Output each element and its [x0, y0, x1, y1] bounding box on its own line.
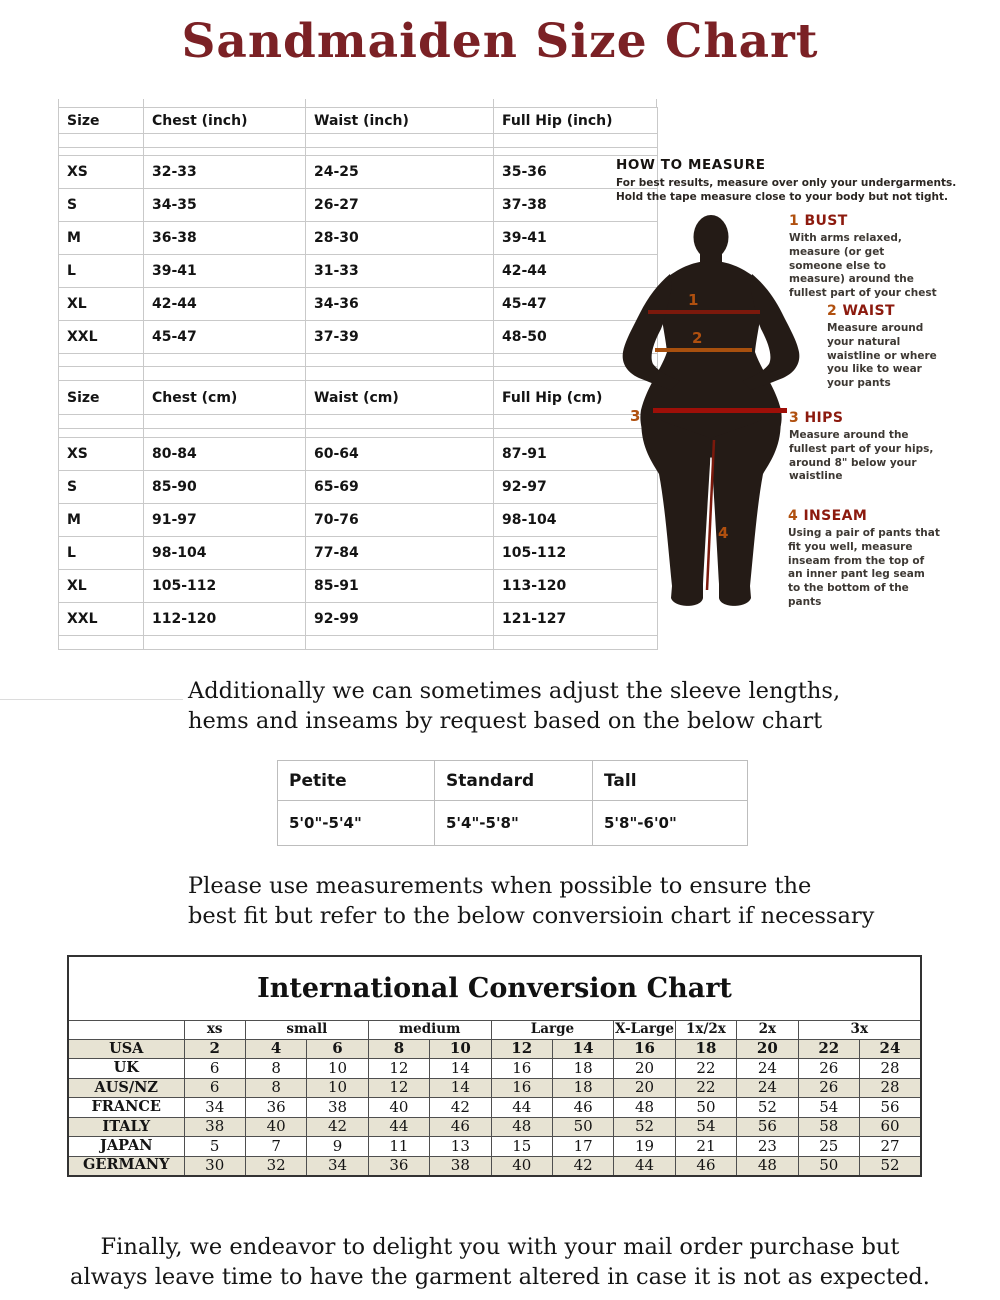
size-table-cell: 34-35 — [144, 189, 306, 222]
size-table-spacer-cell — [306, 354, 494, 367]
gridline-stub — [143, 99, 144, 107]
height-value-petite: 5'0"-5'4" — [278, 801, 435, 846]
conversion-country-cell: FRANCE — [68, 1098, 184, 1118]
conversion-size-cell: 20 — [614, 1059, 675, 1079]
conversion-size-cell: 34 — [184, 1098, 245, 1118]
height-header-tall: Tall — [593, 761, 748, 801]
conversion-size-cell: 10 — [430, 1039, 491, 1059]
conversion-group-header: 3x — [798, 1020, 921, 1039]
size-table-spacer-cell — [144, 636, 306, 650]
conversion-row — [68, 1078, 921, 1098]
size-table-spacer-cell — [306, 429, 494, 438]
size-table-spacer-row — [59, 636, 658, 650]
gridline-stub — [493, 99, 494, 107]
size-table-spacer-cell — [59, 636, 144, 650]
conversion-size-cell: 38 — [307, 1098, 368, 1118]
measure-figure — [608, 200, 812, 620]
size-table-spacer-row — [59, 429, 658, 438]
size-table-cell: 35-36 — [494, 156, 658, 189]
size-table-cell: 39-41 — [494, 222, 658, 255]
size-table-cell: 42-44 — [144, 288, 306, 321]
size-table-cell: 91-97 — [144, 504, 306, 537]
conversion-row — [68, 1059, 921, 1079]
measure-step-bust — [789, 213, 951, 301]
size-table-cell: 87-91 — [494, 438, 658, 471]
conversion-size-cell: 9 — [307, 1137, 368, 1157]
size-table-cell: 105-112 — [144, 570, 306, 603]
size-table-header-cell: Size — [59, 381, 144, 415]
conversion-size-cell: 60 — [859, 1117, 921, 1137]
conversion-size-cell: 20 — [614, 1078, 675, 1098]
conversion-size-cell: 18 — [675, 1039, 736, 1059]
size-table-spacer-cell — [59, 148, 144, 156]
size-table-cell: 28-30 — [306, 222, 494, 255]
conversion-size-cell: 40 — [245, 1117, 306, 1137]
conversion-size-cell: 52 — [614, 1117, 675, 1137]
conversion-size-cell: 50 — [552, 1117, 613, 1137]
step-number: 2 — [827, 303, 838, 319]
conversion-row — [68, 1039, 921, 1059]
conversion-row — [68, 1137, 921, 1157]
measurement-note: Please use measurements when possible to ensure the best fit but refer to the below conversioin chart if necessary — [188, 873, 875, 929]
size-table-spacer-cell — [59, 429, 144, 438]
closing-note: Finally, we endeavor to delight you with your mail order purchase but always leave time to have the garment altered in case it is not as expected. — [70, 1234, 930, 1290]
size-table-cell: M — [59, 504, 144, 537]
conversion-size-cell: 5 — [184, 1137, 245, 1157]
size-table-spacer-cell — [59, 367, 144, 381]
conversion-size-cell: 16 — [491, 1078, 552, 1098]
height-header-standard: Standard — [435, 761, 593, 801]
conversion-country-cell: GERMANY — [68, 1156, 184, 1176]
size-table-spacer-cell — [144, 367, 306, 381]
size-table-header-cell: Waist (inch) — [306, 108, 494, 134]
height-table-value-row — [278, 801, 748, 846]
conversion-size-cell: 16 — [491, 1059, 552, 1079]
size-table-cell: 48-50 — [494, 321, 658, 354]
size-table-header-cell: Full Hip (cm) — [494, 381, 658, 415]
size-table-spacer-cell — [306, 134, 494, 148]
step-number: 3 — [789, 410, 800, 426]
size-table-cell: 24-25 — [306, 156, 494, 189]
conversion-size-cell: 40 — [491, 1156, 552, 1176]
size-table-spacer-cell — [494, 636, 658, 650]
conversion-size-cell: 54 — [798, 1098, 859, 1118]
conversion-group-header: Large — [491, 1020, 614, 1039]
size-table-row — [59, 255, 658, 288]
conversion-size-cell: 38 — [184, 1117, 245, 1137]
conversion-size-cell: 14 — [430, 1059, 491, 1079]
how-to-measure-intro: For best results, measure over only your undergarments. Hold the tape measure close to your body but not tight. — [616, 177, 957, 203]
height-value-tall: 5'8"-6'0" — [593, 801, 748, 846]
size-table-cell: XXL — [59, 603, 144, 636]
step-number: 1 — [789, 213, 800, 229]
conversion-size-cell: 38 — [430, 1156, 491, 1176]
conversion-size-cell: 22 — [675, 1059, 736, 1079]
conversion-size-cell: 26 — [798, 1059, 859, 1079]
size-table-cell: 34-36 — [306, 288, 494, 321]
conversion-group-header: 1x/2x — [675, 1020, 736, 1039]
size-table-row — [59, 222, 658, 255]
size-table-cell: 77-84 — [306, 537, 494, 570]
conversion-size-cell: 28 — [859, 1078, 921, 1098]
conversion-size-cell: 48 — [737, 1156, 798, 1176]
waist-measure-line — [655, 348, 752, 352]
size-table-spacer-cell — [306, 636, 494, 650]
conversion-group-header — [68, 1020, 184, 1039]
conversion-size-cell: 50 — [675, 1098, 736, 1118]
size-table — [58, 107, 658, 650]
size-table-cell: 60-64 — [306, 438, 494, 471]
conversion-size-cell: 52 — [737, 1098, 798, 1118]
measure-step-waist — [827, 303, 972, 391]
step-number: 4 — [788, 508, 799, 524]
conversion-row — [68, 1156, 921, 1176]
size-table-cell: S — [59, 189, 144, 222]
conversion-size-cell: 42 — [552, 1156, 613, 1176]
size-table-cell: 112-120 — [144, 603, 306, 636]
step-name: WAIST — [842, 303, 895, 319]
size-table-header-cell: Full Hip (inch) — [494, 108, 658, 134]
conversion-size-cell: 12 — [368, 1059, 429, 1079]
size-table-cell: 80-84 — [144, 438, 306, 471]
figure-label-waist: 2 — [692, 329, 703, 347]
size-table-cell: 45-47 — [494, 288, 658, 321]
size-table-cell: 26-27 — [306, 189, 494, 222]
figure-label-hips: 3 — [630, 407, 641, 425]
conversion-size-cell: 40 — [368, 1098, 429, 1118]
height-header-petite: Petite — [278, 761, 435, 801]
conversion-size-cell: 6 — [184, 1059, 245, 1079]
size-table-spacer-cell — [494, 134, 658, 148]
size-table-row — [59, 603, 658, 636]
size-table-spacer-cell — [306, 415, 494, 429]
conversion-size-cell: 30 — [184, 1156, 245, 1176]
size-table-spacer-cell — [144, 148, 306, 156]
gridline-stub — [305, 99, 306, 107]
conversion-country-cell: ITALY — [68, 1117, 184, 1137]
conversion-size-cell: 56 — [737, 1117, 798, 1137]
size-table-cell: XXL — [59, 321, 144, 354]
measure-step-hips — [789, 410, 969, 484]
size-table-cell: S — [59, 471, 144, 504]
conversion-size-cell: 44 — [491, 1098, 552, 1118]
conversion-size-cell: 58 — [798, 1117, 859, 1137]
conversion-row — [68, 1098, 921, 1118]
conversion-size-cell: 19 — [614, 1137, 675, 1157]
conversion-size-cell: 18 — [552, 1078, 613, 1098]
conversion-size-cell: 54 — [675, 1117, 736, 1137]
conversion-size-cell: 48 — [491, 1117, 552, 1137]
size-table-cell: 36-38 — [144, 222, 306, 255]
size-table-row — [59, 570, 658, 603]
size-table-header-row — [59, 108, 658, 134]
bust-measure-line — [648, 310, 760, 314]
conversion-country-cell: JAPAN — [68, 1137, 184, 1157]
size-table-cell: L — [59, 255, 144, 288]
size-table-spacer-cell — [144, 134, 306, 148]
conversion-size-cell: 10 — [307, 1059, 368, 1079]
figure-label-inseam: 4 — [718, 524, 729, 542]
height-value-standard: 5'4"-5'8" — [435, 801, 593, 846]
how-to-measure-heading: HOW TO MEASURE — [616, 157, 766, 173]
size-table-cell: 31-33 — [306, 255, 494, 288]
conversion-group-header: X-Large — [614, 1020, 675, 1039]
step-text: Using a pair of pants that fit you well, measure inseam from the top of an inner pant leg seam to the bottom of the pants — [788, 527, 940, 608]
conversion-table — [67, 955, 922, 1177]
conversion-country-cell: UK — [68, 1059, 184, 1079]
conversion-size-cell: 44 — [368, 1117, 429, 1137]
gridline-stub — [656, 99, 657, 107]
size-table-row — [59, 189, 658, 222]
gridline-stub — [58, 99, 59, 107]
step-text: Measure around your natural waistline or where you like to wear your pants — [827, 322, 937, 390]
conversion-group-header: 2x — [737, 1020, 798, 1039]
step-heading — [789, 410, 969, 426]
size-table-row — [59, 288, 658, 321]
conversion-title-row — [68, 956, 921, 1020]
conversion-size-cell: 42 — [307, 1117, 368, 1137]
size-table-cell: 113-120 — [494, 570, 658, 603]
conversion-size-cell: 36 — [245, 1098, 306, 1118]
size-table-row — [59, 321, 658, 354]
size-table-spacer-cell — [306, 367, 494, 381]
size-table-cell: L — [59, 537, 144, 570]
conversion-group-header: small — [245, 1020, 368, 1039]
size-table-spacer-cell — [144, 354, 306, 367]
measure-step-inseam — [788, 508, 968, 610]
conversion-size-cell: 36 — [368, 1156, 429, 1176]
step-text: Measure around the fullest part of your hips, around 8" below your waistline — [789, 429, 934, 483]
conversion-size-cell: 23 — [737, 1137, 798, 1157]
step-heading — [789, 213, 951, 229]
size-table-cell: 98-104 — [494, 504, 658, 537]
conversion-title: International Conversion Chart — [68, 956, 921, 1020]
conversion-size-cell: 8 — [245, 1059, 306, 1079]
conversion-size-cell: 4 — [245, 1039, 306, 1059]
size-table-spacer-cell — [59, 134, 144, 148]
conversion-size-cell: 48 — [614, 1098, 675, 1118]
conversion-size-cell: 22 — [798, 1039, 859, 1059]
step-name: HIPS — [804, 410, 844, 426]
conversion-size-cell: 18 — [552, 1059, 613, 1079]
size-table-spacer-cell — [59, 415, 144, 429]
size-table-cell: 121-127 — [494, 603, 658, 636]
size-table-spacer-cell — [59, 354, 144, 367]
size-table-cell: 92-97 — [494, 471, 658, 504]
size-table-header-cell: Chest (cm) — [144, 381, 306, 415]
page-title: Sandmaiden Size Chart — [181, 14, 819, 69]
conversion-size-cell: 25 — [798, 1137, 859, 1157]
conversion-size-cell: 22 — [675, 1078, 736, 1098]
size-table-cell: 92-99 — [306, 603, 494, 636]
size-table-cell: 85-91 — [306, 570, 494, 603]
size-table-spacer-cell — [494, 148, 658, 156]
height-table — [277, 760, 748, 846]
gridline-fragment — [0, 699, 183, 700]
conversion-size-cell: 12 — [368, 1078, 429, 1098]
size-table-header-cell: Chest (inch) — [144, 108, 306, 134]
size-table-spacer-cell — [306, 148, 494, 156]
conversion-size-cell: 46 — [552, 1098, 613, 1118]
size-table-cell: 85-90 — [144, 471, 306, 504]
conversion-country-cell: USA — [68, 1039, 184, 1059]
conversion-size-cell: 10 — [307, 1078, 368, 1098]
size-table-cell: XL — [59, 288, 144, 321]
conversion-size-cell: 24 — [737, 1059, 798, 1079]
size-table-spacer-cell — [144, 415, 306, 429]
conversion-size-cell: 21 — [675, 1137, 736, 1157]
size-table-cell: XS — [59, 438, 144, 471]
conversion-size-cell: 13 — [430, 1137, 491, 1157]
size-table-cell: 37-39 — [306, 321, 494, 354]
size-table-spacer-row — [59, 415, 658, 429]
conversion-size-cell: 28 — [859, 1059, 921, 1079]
figure-label-bust: 1 — [688, 291, 699, 309]
size-table-cell: 105-112 — [494, 537, 658, 570]
conversion-size-cell: 26 — [798, 1078, 859, 1098]
conversion-size-cell: 27 — [859, 1137, 921, 1157]
size-table-header-cell: Waist (cm) — [306, 381, 494, 415]
size-table-cell: 45-47 — [144, 321, 306, 354]
step-name: BUST — [804, 213, 848, 229]
conversion-group-header: medium — [368, 1020, 491, 1039]
size-table-cell: 98-104 — [144, 537, 306, 570]
size-table-cell: 65-69 — [306, 471, 494, 504]
conversion-row — [68, 1117, 921, 1137]
conversion-size-cell: 32 — [245, 1156, 306, 1176]
conversion-size-cell: 56 — [859, 1098, 921, 1118]
conversion-size-cell: 14 — [552, 1039, 613, 1059]
size-table-cell: XL — [59, 570, 144, 603]
adjust-note: Additionally we can sometimes adjust the sleeve lengths, hems and inseams by request based on the below chart — [188, 678, 841, 734]
size-table-row — [59, 156, 658, 189]
size-table-row — [59, 504, 658, 537]
size-table-cell: XS — [59, 156, 144, 189]
conversion-size-cell: 24 — [859, 1039, 921, 1059]
size-table-spacer-row — [59, 148, 658, 156]
conversion-size-cell: 12 — [491, 1039, 552, 1059]
conversion-size-cell: 8 — [368, 1039, 429, 1059]
hip-measure-line — [653, 408, 787, 413]
size-table-header-row — [59, 381, 658, 415]
size-table-row — [59, 537, 658, 570]
conversion-size-cell: 42 — [430, 1098, 491, 1118]
conversion-size-cell: 11 — [368, 1137, 429, 1157]
size-table-spacer-cell — [144, 429, 306, 438]
size-table-cell: 39-41 — [144, 255, 306, 288]
conversion-country-cell: AUS/NZ — [68, 1078, 184, 1098]
conversion-size-cell: 7 — [245, 1137, 306, 1157]
conversion-size-cell: 46 — [430, 1117, 491, 1137]
conversion-size-cell: 20 — [737, 1039, 798, 1059]
size-table-row — [59, 471, 658, 504]
step-name: INSEAM — [803, 508, 868, 524]
size-table-cell: 70-76 — [306, 504, 494, 537]
step-heading — [827, 303, 972, 319]
size-table-row — [59, 438, 658, 471]
conversion-size-cell: 15 — [491, 1137, 552, 1157]
step-text: With arms relaxed, measure (or get someone else to measure) around the fullest part of your chest — [789, 232, 937, 300]
height-table-header-row — [278, 761, 748, 801]
conversion-size-cell: 16 — [614, 1039, 675, 1059]
conversion-size-cell: 2 — [184, 1039, 245, 1059]
conversion-size-cell: 6 — [184, 1078, 245, 1098]
size-table-cell: 32-33 — [144, 156, 306, 189]
size-table-header-cell: Size — [59, 108, 144, 134]
conversion-size-cell: 8 — [245, 1078, 306, 1098]
conversion-size-cell: 14 — [430, 1078, 491, 1098]
conversion-size-cell: 6 — [307, 1039, 368, 1059]
conversion-size-cell: 46 — [675, 1156, 736, 1176]
conversion-group-header: xs — [184, 1020, 245, 1039]
step-heading — [788, 508, 968, 524]
conversion-size-cell: 34 — [307, 1156, 368, 1176]
size-table-cell: 42-44 — [494, 255, 658, 288]
conversion-size-cell: 50 — [798, 1156, 859, 1176]
conversion-size-cell: 52 — [859, 1156, 921, 1176]
size-table-cell: M — [59, 222, 144, 255]
size-table-spacer-row — [59, 367, 658, 381]
conversion-size-cell: 44 — [614, 1156, 675, 1176]
size-table-spacer-row — [59, 354, 658, 367]
conversion-group-header-row — [68, 1020, 921, 1039]
size-table-spacer-row — [59, 134, 658, 148]
conversion-size-cell: 17 — [552, 1137, 613, 1157]
conversion-size-cell: 24 — [737, 1078, 798, 1098]
size-table-cell: 37-38 — [494, 189, 658, 222]
